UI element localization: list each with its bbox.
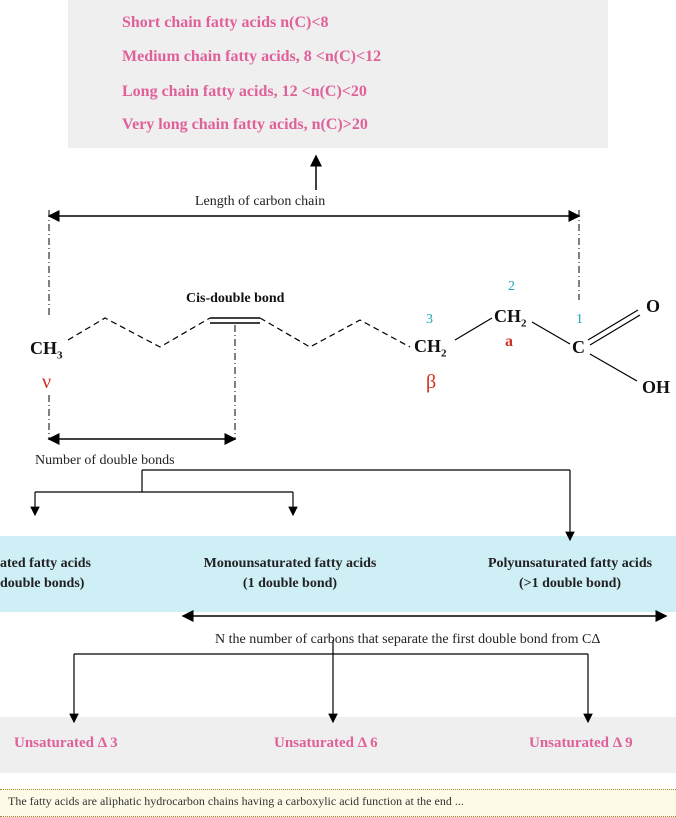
carbon-number-2: 2 <box>508 279 515 294</box>
separation-label: N the number of carbons that separate the first double bond from CΔ <box>215 632 601 647</box>
very-long-chain-label: Very long chain fatty acids, n(C)>20 <box>122 116 368 133</box>
short-chain-label: Short chain fatty acids n(C)<8 <box>122 14 329 31</box>
double-bonds-label: Number of double bonds <box>35 453 175 468</box>
long-chain-label: Long chain fatty acids, 12 <n(C)<20 <box>122 83 367 100</box>
length-label: Length of carbon chain <box>195 194 326 209</box>
carbon-number-3: 3 <box>426 312 433 327</box>
unsaturated-d6: Unsaturated Δ 6 <box>274 735 378 751</box>
hydroxyl-label: OH <box>642 377 671 397</box>
medium-chain-label: Medium chain fatty acids, 8 <n(C)<12 <box>122 48 382 65</box>
ch2-alpha-group: $CH_2$ <box>494 306 527 330</box>
monounsaturated-category: Monounsaturated fatty acids (1 double bond) <box>203 556 377 591</box>
beta-label: β <box>426 371 437 393</box>
oxygen-label: O <box>646 296 661 316</box>
polyunsaturated-category: Polyunsaturated fatty acids (>1 double bond) <box>487 556 653 591</box>
cis-double-bond-label: Cis-double bond <box>186 291 285 306</box>
ch2-beta-group: $CH_2$ <box>414 336 447 360</box>
carbon-number-1: 1 <box>576 312 583 327</box>
unsaturated-d9: Unsaturated Δ 9 <box>529 735 633 751</box>
alpha-label: a <box>505 333 513 350</box>
saturated-category: ated fatty acids double bonds) <box>0 556 91 591</box>
definition-note: The fatty acids are aliphatic hydrocarbon chains having a carboxylic acid function at the end ... <box>0 789 676 817</box>
nu-label: ν <box>42 371 52 393</box>
ch3-group: $CH_3$ <box>30 338 63 362</box>
unsaturated-d3: Unsaturated Δ 3 <box>14 735 118 751</box>
carboxyl-carbon: C <box>572 337 585 357</box>
